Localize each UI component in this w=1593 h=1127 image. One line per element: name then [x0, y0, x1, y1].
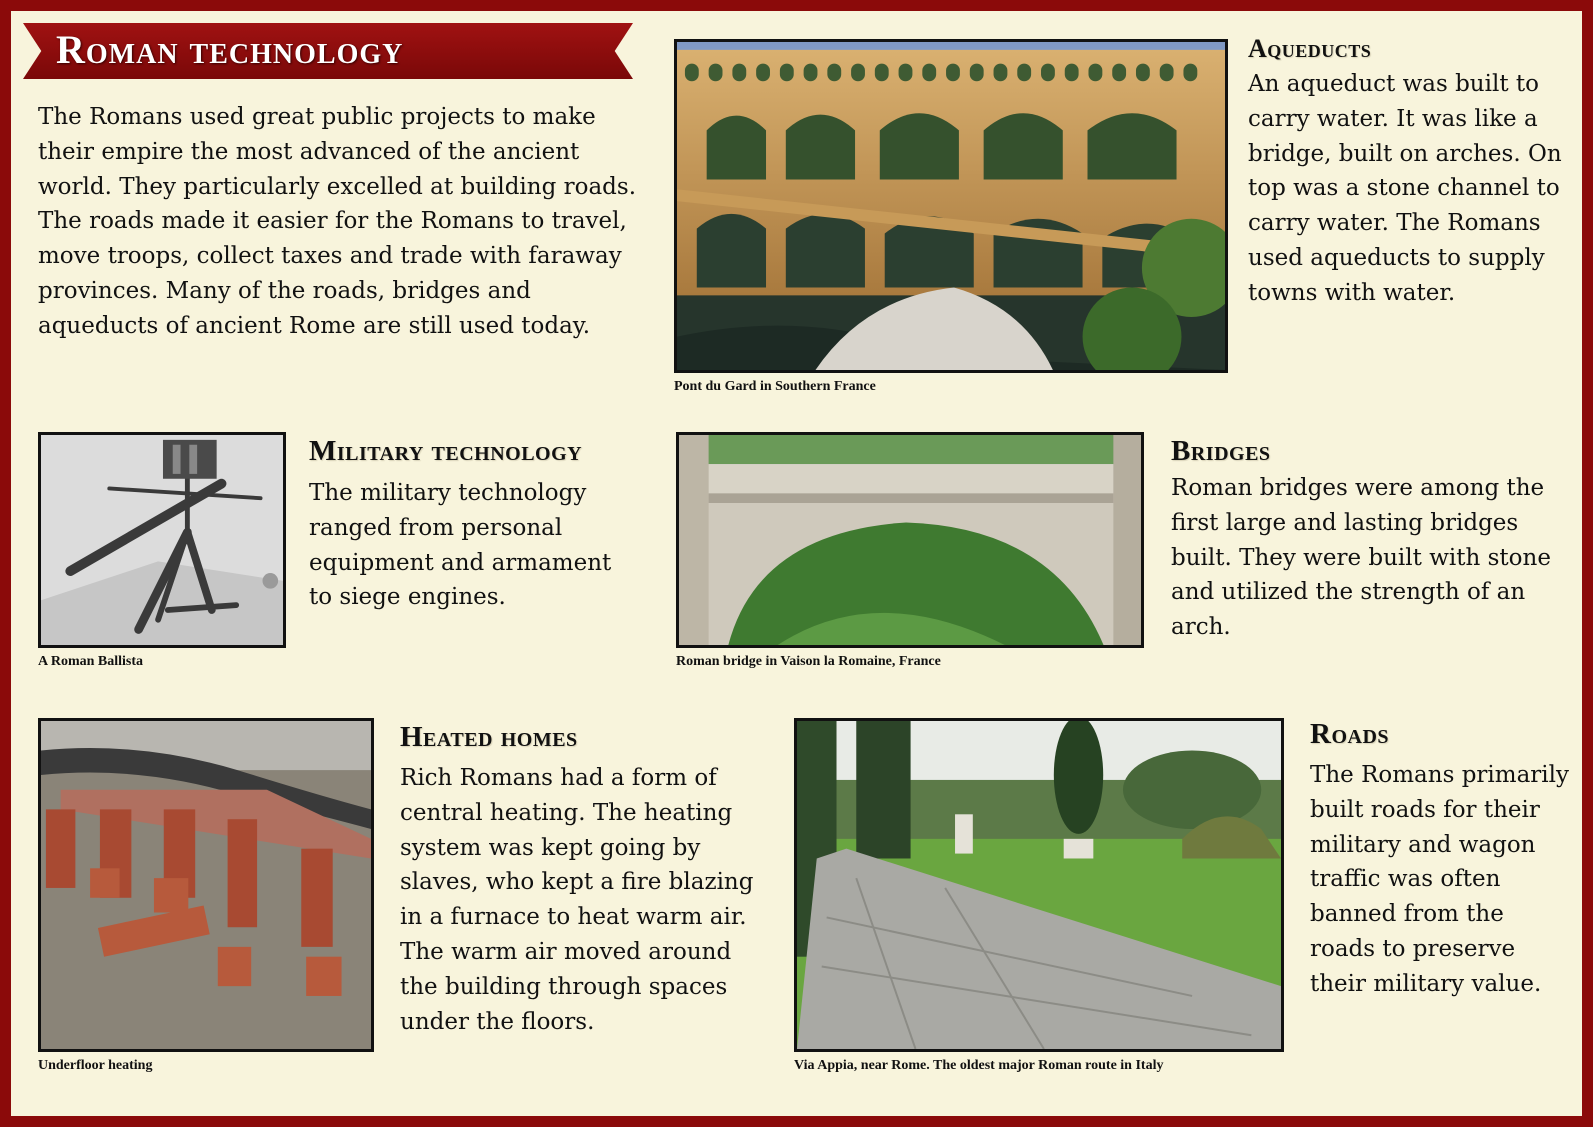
roads-heading: Roads	[1310, 718, 1390, 750]
road-caption: Via Appia, near Rome. The oldest major Roman route in Italy	[794, 1058, 1164, 1073]
military-heading: Military technology	[309, 435, 583, 467]
aqueducts-text: An aqueduct was built to carry water. It was like a bridge, built on arches. On top was a stone channel to carry water. The Romans used aqueducts to supply towns with water.	[1248, 71, 1562, 306]
heating-text: Rich Romans had a form of central heating. The heating system was kept going by slaves, who kept a fire blazing in a furnace to heat warm air. The warm air moved around the building through spaces under the floors.	[400, 765, 754, 1035]
bridge-caption: Roman bridge in Vaison la Romaine, France	[676, 654, 941, 669]
poster	[11, 11, 1582, 1116]
ballista-photo	[38, 432, 286, 648]
bridges-heading: Bridges	[1171, 435, 1271, 467]
aqueduct-photo	[674, 39, 1228, 373]
heating-heading: Heated homes	[400, 721, 578, 753]
aqueduct-caption: Pont du Gard in Southern France	[674, 379, 876, 394]
intro-text: The Romans used great public projects to make their empire the most advanced of the ancient world. They particularly excelled at building roads. The roads made it easier for the Romans to travel, move troops, collect taxes and trade with faraway provinces. Many of the roads, bridges and aqueducts of ancient Rome are still used today.	[38, 104, 637, 339]
bridges-text: Roman bridges were among the first large and lasting bridges built. They were built with stone and utilized the strength of an arch.	[1171, 475, 1551, 641]
roads-text: The Romans primarily built roads for their military and wagon traffic was often banned from the roads to preserve their military value.	[1310, 762, 1569, 997]
military-text: The military technology ranged from personal equipment and armament to siege engines.	[309, 480, 612, 611]
road-photo	[794, 718, 1284, 1052]
heating-caption: Underfloor heating	[38, 1058, 153, 1073]
heating-photo	[38, 718, 374, 1052]
ballista-caption: A Roman Ballista	[38, 654, 144, 669]
bridge-photo	[676, 432, 1144, 648]
aqueducts-heading: Aqueducts	[1248, 34, 1372, 63]
page-title: Roman technology	[56, 27, 404, 72]
